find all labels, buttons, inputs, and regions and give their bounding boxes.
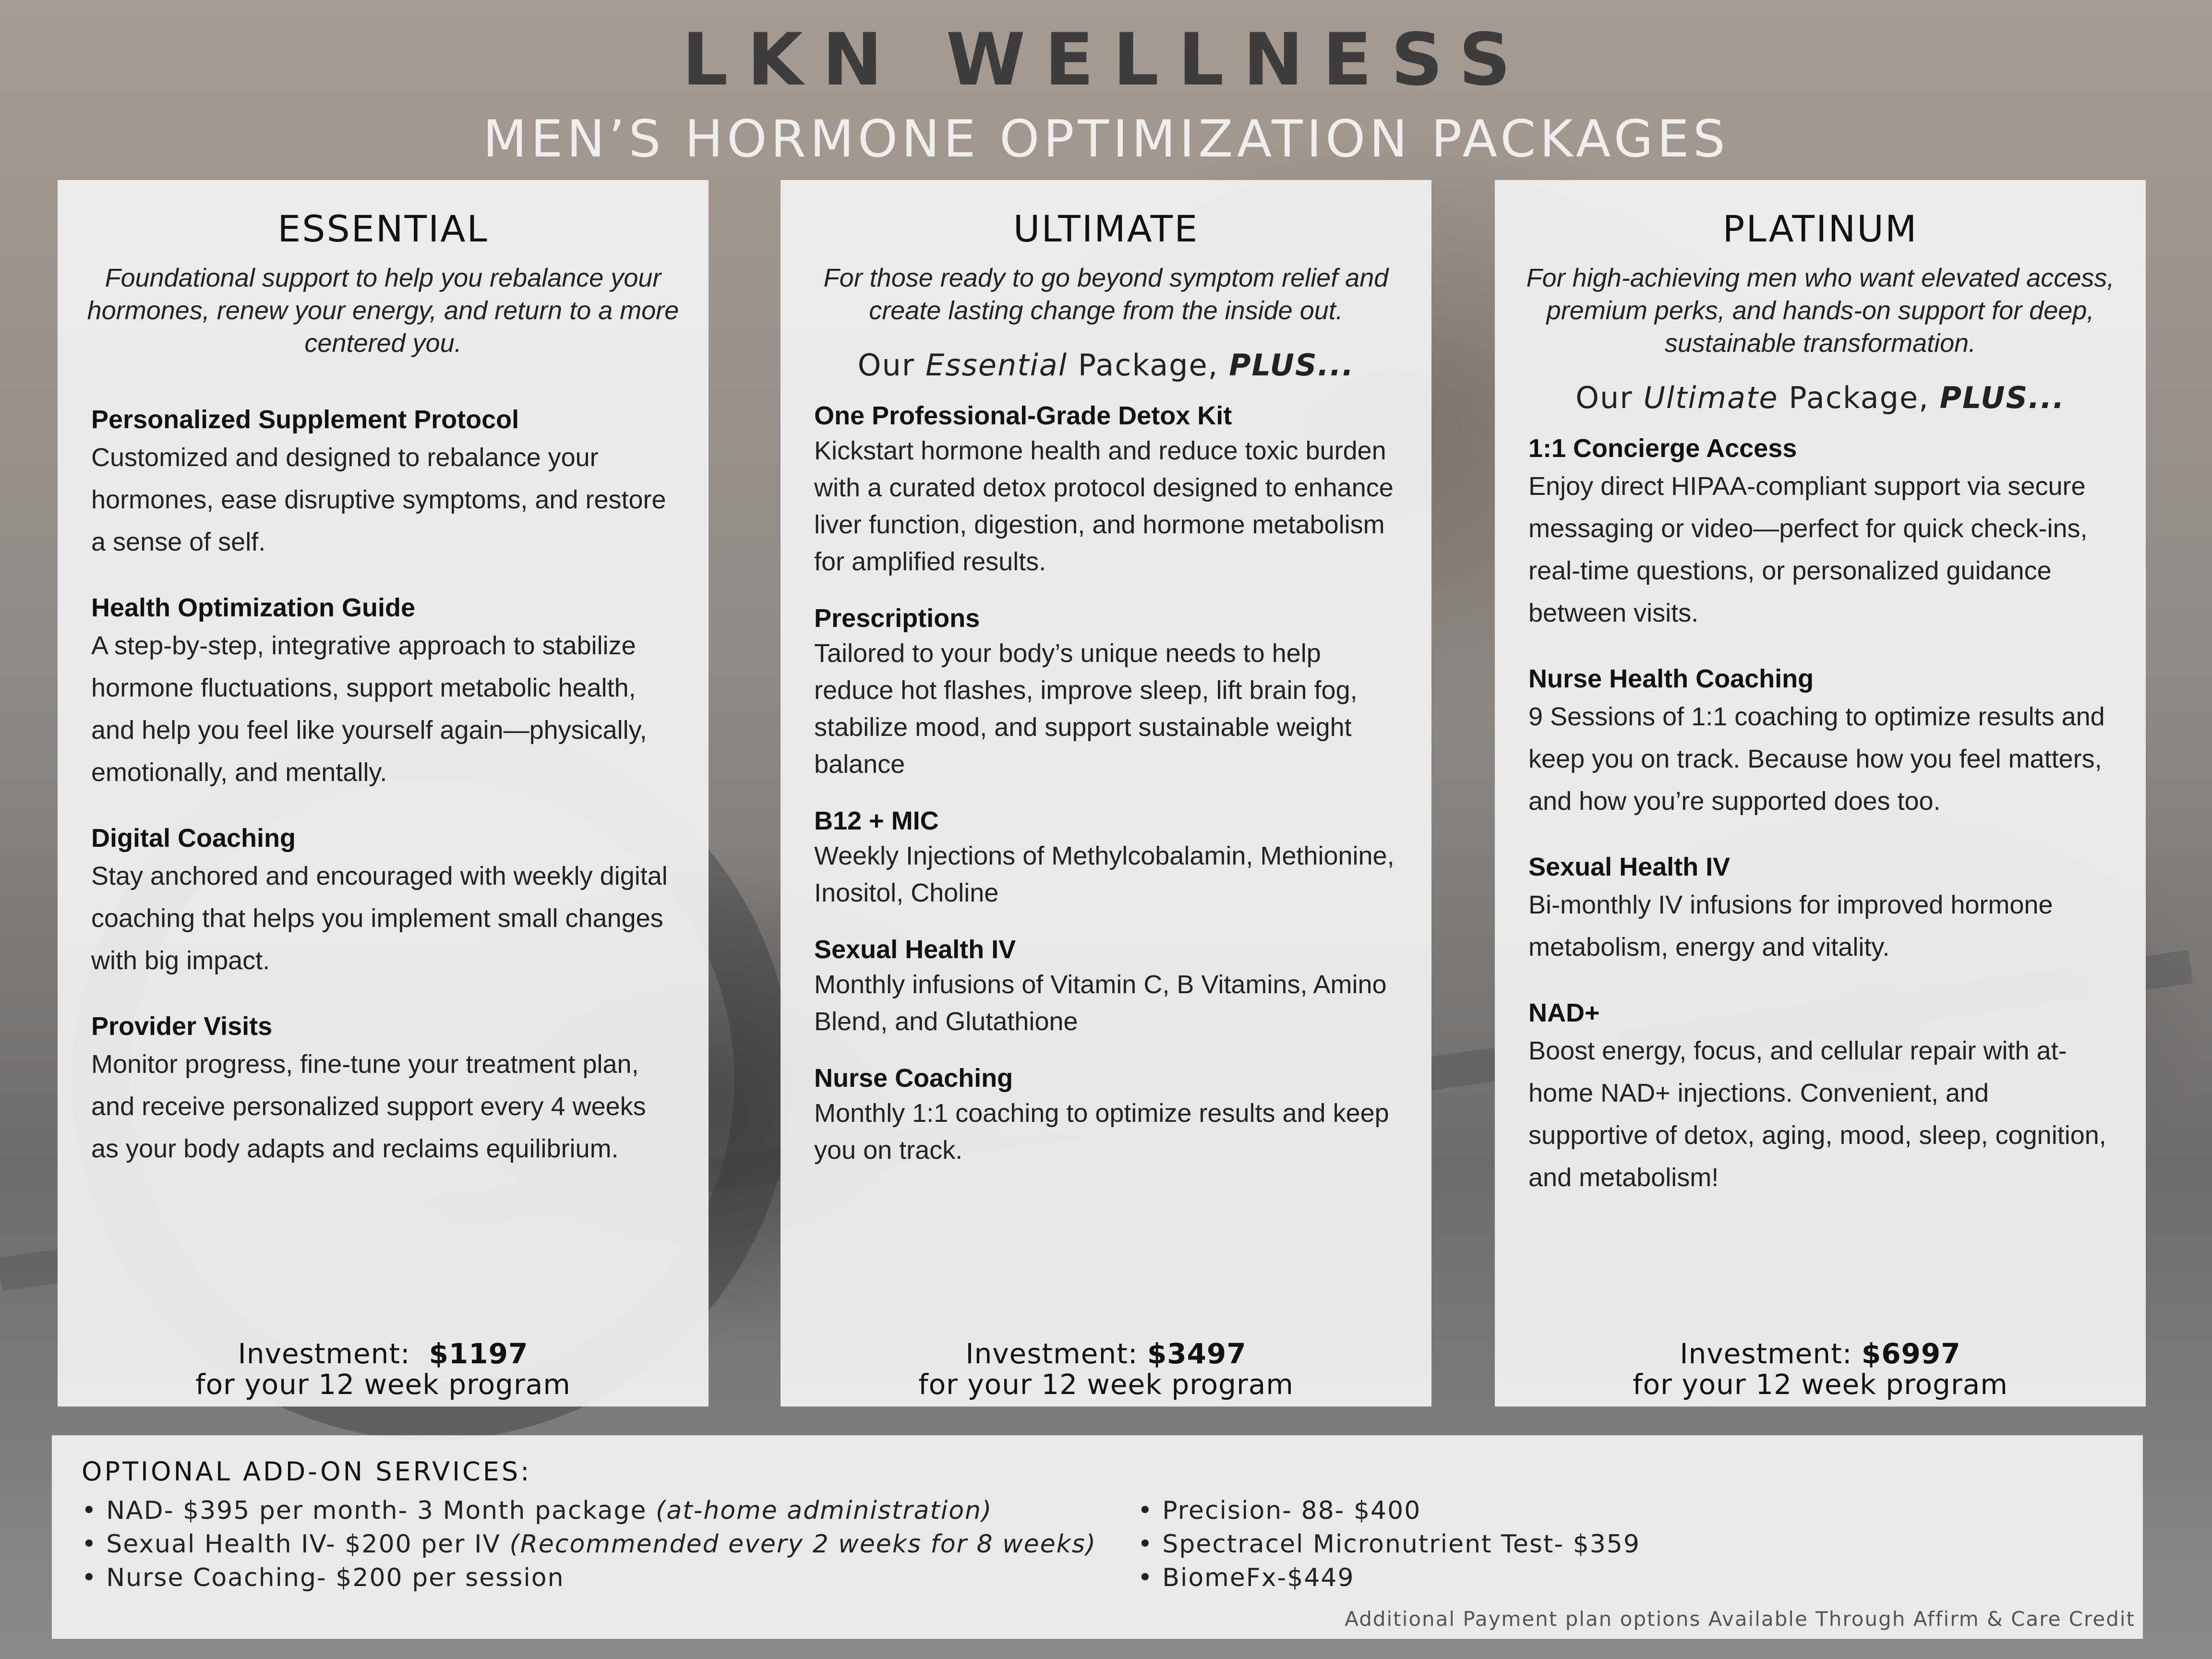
package-investment xyxy=(781,1338,1431,1400)
item-name: Prescriptions xyxy=(814,604,980,633)
page-subtitle: MEN’S HORMONE OPTIMIZATION PACKAGES xyxy=(483,109,1729,168)
addon-text: • Nurse Coaching- $200 per session xyxy=(82,1563,565,1592)
addon-item: • Spectracel Micronutrient Test- $359 xyxy=(1138,1530,1640,1559)
payment-note: Additional Payment plan options Available Through Affirm & Care Credit xyxy=(1345,1607,2135,1631)
addons-list-right xyxy=(1138,1494,2050,1595)
package-title: ULTIMATE xyxy=(1013,207,1199,250)
package-plus-line xyxy=(814,346,1398,385)
item-name: Nurse Health Coaching xyxy=(1528,664,1814,693)
package-item xyxy=(91,1010,675,1170)
item-name: Personalized Supplement Protocol xyxy=(91,405,519,434)
package-price: $3497 xyxy=(1147,1337,1247,1370)
item-description: Monitor progress, fine-tune your treatment plan, and receive personalized support every 4 weeks as your body adapts and reclaims equilibrium. xyxy=(91,1050,646,1163)
plus-prefix: Our xyxy=(857,348,915,383)
item-name: Provider Visits xyxy=(91,1012,273,1041)
addon-item xyxy=(82,1494,1138,1527)
addon-note: (Recommended every 2 weeks for 8 weeks) xyxy=(509,1530,1097,1559)
addons-columns xyxy=(82,1494,2113,1595)
item-description: Tailored to your body’s unique needs to help reduce hot flashes, improve sleep, lift brain fog, stabilize mood, and support sustainable weight balance xyxy=(814,639,1358,779)
package-title: ESSENTIAL xyxy=(277,207,489,250)
package-item xyxy=(1528,662,2112,822)
package-tagline: For those ready to go beyond symptom relief and create lasting change from the inside out. xyxy=(823,264,1389,325)
item-description: Stay anchored and encouraged with weekly digital coaching that helps you implement small changes with big impact. xyxy=(91,862,668,975)
item-description: Customized and designed to rebalance your hormones, ease disruptive symptoms, and restore a sense of self. xyxy=(91,443,666,556)
package-plus-line xyxy=(1528,379,2112,417)
item-name: B12 + MIC xyxy=(814,806,939,835)
package-item xyxy=(814,1061,1398,1169)
package-item xyxy=(814,601,1398,783)
item-description: Enjoy direct HIPAA-compliant support via secure messaging or video—perfect for quick check-ins, real-time questions, or personalized guidance between visits. xyxy=(1528,472,2088,627)
addon-text: • NAD- $395 per month- 3 Month package xyxy=(82,1496,656,1525)
package-title: PLATINUM xyxy=(1722,207,1918,250)
item-description: Monthly 1:1 coaching to optimize results and keep you on track. xyxy=(814,1099,1389,1165)
addons-list-left xyxy=(82,1494,1138,1595)
plus-word: PLUS... xyxy=(1939,380,2065,415)
addon-note: (at-home administration) xyxy=(656,1496,993,1525)
package-card-essential xyxy=(58,180,709,1407)
package-item xyxy=(91,591,675,793)
item-name: Sexual Health IV xyxy=(1528,853,1731,881)
item-description: A step-by-step, integrative approach to stabilize hormone fluctuations, support metabolic health, and help you feel like yourself again—physically, emotionally, and mentally. xyxy=(91,631,647,787)
plus-prefix: Our xyxy=(1575,380,1633,415)
addon-item: • BiomeFx-$449 xyxy=(1138,1563,1355,1592)
item-description: Weekly Injections of Methylcobalamin, Methionine, Inositol, Choline xyxy=(814,842,1395,907)
package-investment xyxy=(1495,1338,2146,1400)
item-description: Monthly infusions of Vitamin C, B Vitamins, Amino Blend, and Glutathione xyxy=(814,970,1387,1036)
package-item xyxy=(1528,996,2112,1199)
item-name: Nurse Coaching xyxy=(814,1064,1013,1093)
addon-text: • Sexual Health IV- $200 per IV xyxy=(82,1530,510,1559)
plus-package-name: Ultimate xyxy=(1643,380,1779,415)
item-name: NAD+ xyxy=(1528,998,1600,1027)
item-name: Sexual Health IV xyxy=(814,935,1016,964)
addon-item: • Precision- 88- $400 xyxy=(1138,1496,1421,1525)
package-items xyxy=(1528,432,2112,1199)
package-price: $1197 xyxy=(429,1337,529,1370)
package-card-platinum xyxy=(1495,180,2146,1407)
investment-label: Investment: xyxy=(1680,1337,1852,1370)
package-tagline: For high-achieving men who want elevated access, premium perks, and hands-on support for deep, sustainable transformation. xyxy=(1526,264,2115,358)
item-description: Bi-monthly IV infusions for improved hormone metabolism, energy and vitality. xyxy=(1528,890,2053,962)
item-description: Kickstart hormone health and reduce toxic burden with a curated detox protocol designed to enhance liver function, digestion, and hormone metabolism for amplified results. xyxy=(814,436,1394,576)
package-items xyxy=(91,403,675,1170)
package-tagline: Foundational support to help you rebalance your hormones, renew your energy, and return to a more centered you. xyxy=(87,264,679,358)
addons-title: OPTIONAL ADD-ON SERVICES: xyxy=(82,1456,532,1487)
item-description: 9 Sessions of 1:1 coaching to optimize results and keep you on track. Because how you feel matters, and how you’re supported does too. xyxy=(1528,702,2105,816)
package-item xyxy=(814,399,1398,580)
package-price: $6997 xyxy=(1861,1337,1961,1370)
package-item xyxy=(91,403,675,563)
brand-title: LKN WELLNESS xyxy=(682,18,1530,102)
package-investment xyxy=(58,1338,709,1400)
package-card-ultimate xyxy=(781,180,1431,1407)
package-item xyxy=(814,804,1398,912)
item-name: Health Optimization Guide xyxy=(91,593,416,622)
package-item xyxy=(1528,432,2112,634)
item-name: 1:1 Concierge Access xyxy=(1528,434,1797,463)
program-length: for your 12 week program xyxy=(918,1368,1294,1401)
package-item xyxy=(1528,850,2112,968)
item-name: Digital Coaching xyxy=(91,824,296,853)
plus-word: PLUS... xyxy=(1229,348,1355,383)
addons-section xyxy=(52,1435,2143,1639)
addon-item xyxy=(82,1561,1138,1595)
program-length: for your 12 week program xyxy=(1633,1368,2008,1401)
item-name: One Professional-Grade Detox Kit xyxy=(814,401,1232,430)
package-item xyxy=(814,933,1398,1040)
item-description: Boost energy, focus, and cellular repair with at-home NAD+ injections. Convenient, and supportive of detox, aging, mood, sleep, cognition, and metabolism! xyxy=(1528,1036,2106,1192)
investment-label: Investment: xyxy=(965,1337,1138,1370)
plus-middle: Package, xyxy=(1789,380,1929,415)
program-length: for your 12 week program xyxy=(195,1368,571,1401)
package-item xyxy=(91,821,675,982)
plus-package-name: Essential xyxy=(925,348,1068,383)
plus-middle: Package, xyxy=(1078,348,1219,383)
package-items xyxy=(814,399,1398,1169)
addon-item xyxy=(82,1527,1138,1561)
investment-label: Investment: xyxy=(238,1337,410,1370)
